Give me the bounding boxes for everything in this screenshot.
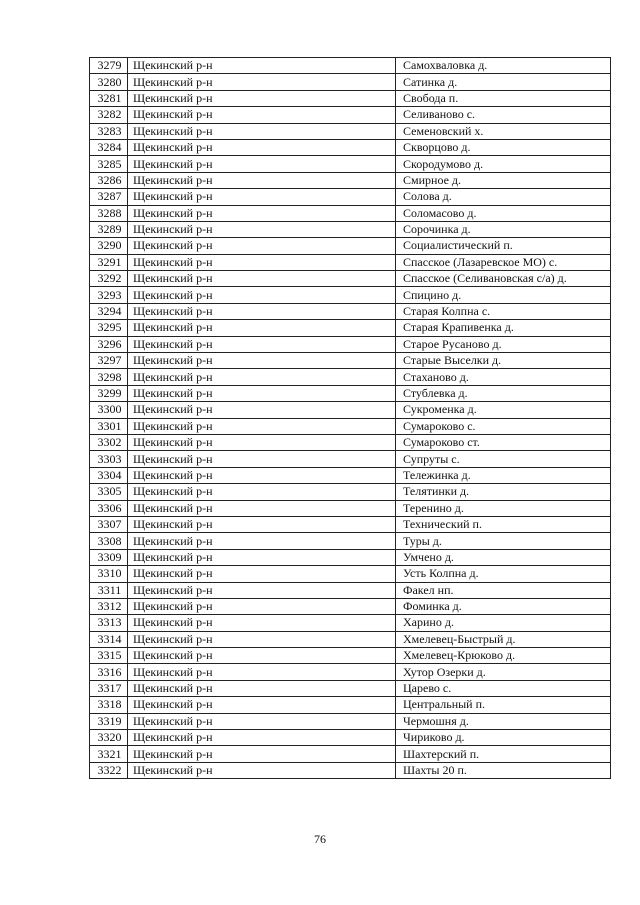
district-cell: Щекинский р-н — [128, 746, 396, 762]
district-cell: Щекинский р-н — [128, 221, 396, 237]
settlement-cell: Сатинка д. — [396, 74, 611, 90]
row-number: 3287 — [90, 189, 128, 205]
row-number: 3279 — [90, 58, 128, 74]
table-row — [90, 320, 611, 336]
settlement-cell: Семеновский х. — [396, 123, 611, 139]
district-cell: Щекинский р-н — [128, 762, 396, 778]
district-cell: Щекинский р-н — [128, 123, 396, 139]
table-row — [90, 746, 611, 762]
district-cell: Щекинский р-н — [128, 664, 396, 680]
settlement-cell: Чириково д. — [396, 730, 611, 746]
settlement-cell: Скворцово д. — [396, 139, 611, 155]
district-cell: Щекинский р-н — [128, 533, 396, 549]
table-row — [90, 221, 611, 237]
settlement-cell: Чермошня д. — [396, 713, 611, 729]
settlement-cell: Спицино д. — [396, 287, 611, 303]
table-row — [90, 500, 611, 516]
district-cell: Щекинский р-н — [128, 582, 396, 598]
table-row — [90, 484, 611, 500]
row-number: 3302 — [90, 434, 128, 450]
settlement-cell: Свобода п. — [396, 90, 611, 106]
table-row — [90, 697, 611, 713]
district-cell: Щекинский р-н — [128, 697, 396, 713]
row-number: 3314 — [90, 631, 128, 647]
table-row — [90, 336, 611, 352]
row-number: 3321 — [90, 746, 128, 762]
table-row — [90, 713, 611, 729]
district-cell: Щекинский р-н — [128, 484, 396, 500]
district-cell: Щекинский р-н — [128, 451, 396, 467]
settlement-cell: Телятинки д. — [396, 484, 611, 500]
table-row — [90, 287, 611, 303]
table-row — [90, 762, 611, 778]
row-number: 3318 — [90, 697, 128, 713]
row-number: 3310 — [90, 566, 128, 582]
district-cell: Щекинский р-н — [128, 516, 396, 532]
district-cell: Щекинский р-н — [128, 402, 396, 418]
table-row — [90, 615, 611, 631]
row-number: 3301 — [90, 418, 128, 434]
row-number: 3295 — [90, 320, 128, 336]
row-number: 3286 — [90, 172, 128, 188]
settlement-cell: Технический п. — [396, 516, 611, 532]
row-number: 3291 — [90, 254, 128, 270]
settlement-cell: Шахтерский п. — [396, 746, 611, 762]
district-cell: Щекинский р-н — [128, 139, 396, 155]
row-number: 3305 — [90, 484, 128, 500]
table-row — [90, 516, 611, 532]
settlement-cell: Факел нп. — [396, 582, 611, 598]
row-number: 3293 — [90, 287, 128, 303]
row-number: 3316 — [90, 664, 128, 680]
row-number: 3289 — [90, 221, 128, 237]
row-number: 3296 — [90, 336, 128, 352]
district-cell: Щекинский р-н — [128, 631, 396, 647]
table-row — [90, 566, 611, 582]
settlements-table — [89, 57, 611, 779]
table-row — [90, 369, 611, 385]
table-row — [90, 533, 611, 549]
settlement-cell: Смирное д. — [396, 172, 611, 188]
settlement-cell: Туры д. — [396, 533, 611, 549]
table-row — [90, 303, 611, 319]
district-cell: Щекинский р-н — [128, 254, 396, 270]
row-number: 3290 — [90, 238, 128, 254]
table-row — [90, 467, 611, 483]
district-cell: Щекинский р-н — [128, 172, 396, 188]
settlement-cell: Тележинка д. — [396, 467, 611, 483]
table-row — [90, 189, 611, 205]
row-number: 3308 — [90, 533, 128, 549]
table-row — [90, 451, 611, 467]
row-number: 3288 — [90, 205, 128, 221]
table-body — [90, 58, 611, 779]
settlement-cell: Спасское (Селивановская с/а) д. — [396, 271, 611, 287]
settlement-cell: Старое Русаново д. — [396, 336, 611, 352]
settlement-cell: Хмелевец-Крюково д. — [396, 648, 611, 664]
settlement-cell: Хмелевец-Быстрый д. — [396, 631, 611, 647]
table-row — [90, 648, 611, 664]
row-number: 3309 — [90, 549, 128, 565]
settlement-cell: Социалистический п. — [396, 238, 611, 254]
settlement-cell: Самохваловка д. — [396, 58, 611, 74]
row-number: 3307 — [90, 516, 128, 532]
settlement-cell: Сорочинка д. — [396, 221, 611, 237]
table-row — [90, 74, 611, 90]
settlement-cell: Стаханово д. — [396, 369, 611, 385]
settlement-cell: Скородумово д. — [396, 156, 611, 172]
district-cell: Щекинский р-н — [128, 320, 396, 336]
settlement-cell: Старая Колпна с. — [396, 303, 611, 319]
district-cell: Щекинский р-н — [128, 107, 396, 123]
table-row — [90, 418, 611, 434]
table-row — [90, 598, 611, 614]
settlement-cell: Солова д. — [396, 189, 611, 205]
district-cell: Щекинский р-н — [128, 238, 396, 254]
district-cell: Щекинский р-н — [128, 58, 396, 74]
table-row — [90, 402, 611, 418]
table-row — [90, 680, 611, 696]
district-cell: Щекинский р-н — [128, 287, 396, 303]
district-cell: Щекинский р-н — [128, 648, 396, 664]
row-number: 3313 — [90, 615, 128, 631]
table-row — [90, 353, 611, 369]
district-cell: Щекинский р-н — [128, 418, 396, 434]
district-cell: Щекинский р-н — [128, 500, 396, 516]
district-cell: Щекинский р-н — [128, 303, 396, 319]
district-cell: Щекинский р-н — [128, 74, 396, 90]
settlement-cell: Спасское (Лазаревское МО) с. — [396, 254, 611, 270]
district-cell: Щекинский р-н — [128, 434, 396, 450]
settlement-cell: Супруты с. — [396, 451, 611, 467]
settlement-cell: Царево с. — [396, 680, 611, 696]
table-row — [90, 107, 611, 123]
table-row — [90, 90, 611, 106]
table-row — [90, 631, 611, 647]
row-number: 3319 — [90, 713, 128, 729]
table-row — [90, 172, 611, 188]
row-number: 3300 — [90, 402, 128, 418]
row-number: 3284 — [90, 139, 128, 155]
settlement-cell: Харино д. — [396, 615, 611, 631]
settlement-cell: Центральный п. — [396, 697, 611, 713]
row-number: 3315 — [90, 648, 128, 664]
settlement-cell: Селиваново с. — [396, 107, 611, 123]
district-cell: Щекинский р-н — [128, 680, 396, 696]
table-row — [90, 664, 611, 680]
district-cell: Щекинский р-н — [128, 730, 396, 746]
district-cell: Щекинский р-н — [128, 598, 396, 614]
district-cell: Щекинский р-н — [128, 467, 396, 483]
district-cell: Щекинский р-н — [128, 156, 396, 172]
district-cell: Щекинский р-н — [128, 336, 396, 352]
settlement-cell: Умчено д. — [396, 549, 611, 565]
table-row — [90, 156, 611, 172]
district-cell: Щекинский р-н — [128, 385, 396, 401]
row-number: 3280 — [90, 74, 128, 90]
row-number: 3320 — [90, 730, 128, 746]
row-number: 3283 — [90, 123, 128, 139]
row-number: 3322 — [90, 762, 128, 778]
district-cell: Щекинский р-н — [128, 369, 396, 385]
district-cell: Щекинский р-н — [128, 566, 396, 582]
table-row — [90, 254, 611, 270]
table-row — [90, 549, 611, 565]
row-number: 3297 — [90, 353, 128, 369]
table-row — [90, 434, 611, 450]
district-cell: Щекинский р-н — [128, 549, 396, 565]
settlement-cell: Сукроменка д. — [396, 402, 611, 418]
settlement-cell: Хутор Озерки д. — [396, 664, 611, 680]
row-number: 3282 — [90, 107, 128, 123]
row-number: 3304 — [90, 467, 128, 483]
row-number: 3298 — [90, 369, 128, 385]
row-number: 3294 — [90, 303, 128, 319]
settlement-cell: Усть Колпна д. — [396, 566, 611, 582]
row-number: 3281 — [90, 90, 128, 106]
district-cell: Щекинский р-н — [128, 90, 396, 106]
table-row — [90, 271, 611, 287]
settlement-cell: Фоминка д. — [396, 598, 611, 614]
page-number: 76 — [314, 832, 326, 846]
settlement-cell: Теренино д. — [396, 500, 611, 516]
settlement-cell: Соломасово д. — [396, 205, 611, 221]
district-cell: Щекинский р-н — [128, 189, 396, 205]
row-number: 3285 — [90, 156, 128, 172]
district-cell: Щекинский р-н — [128, 353, 396, 369]
settlement-cell: Стублевка д. — [396, 385, 611, 401]
table-row — [90, 385, 611, 401]
row-number: 3312 — [90, 598, 128, 614]
settlement-cell: Шахты 20 п. — [396, 762, 611, 778]
row-number: 3317 — [90, 680, 128, 696]
table-row — [90, 139, 611, 155]
row-number: 3292 — [90, 271, 128, 287]
settlement-cell: Старая Крапивенка д. — [396, 320, 611, 336]
table-row — [90, 123, 611, 139]
row-number: 3311 — [90, 582, 128, 598]
settlement-cell: Сумароково с. — [396, 418, 611, 434]
district-cell: Щекинский р-н — [128, 713, 396, 729]
settlement-cell: Сумароково ст. — [396, 434, 611, 450]
table-row — [90, 582, 611, 598]
table-row — [90, 58, 611, 74]
table-row — [90, 205, 611, 221]
row-number: 3306 — [90, 500, 128, 516]
row-number: 3303 — [90, 451, 128, 467]
settlement-cell: Старые Выселки д. — [396, 353, 611, 369]
table-row — [90, 730, 611, 746]
row-number: 3299 — [90, 385, 128, 401]
district-cell: Щекинский р-н — [128, 205, 396, 221]
district-cell: Щекинский р-н — [128, 271, 396, 287]
table-row — [90, 238, 611, 254]
district-cell: Щекинский р-н — [128, 615, 396, 631]
